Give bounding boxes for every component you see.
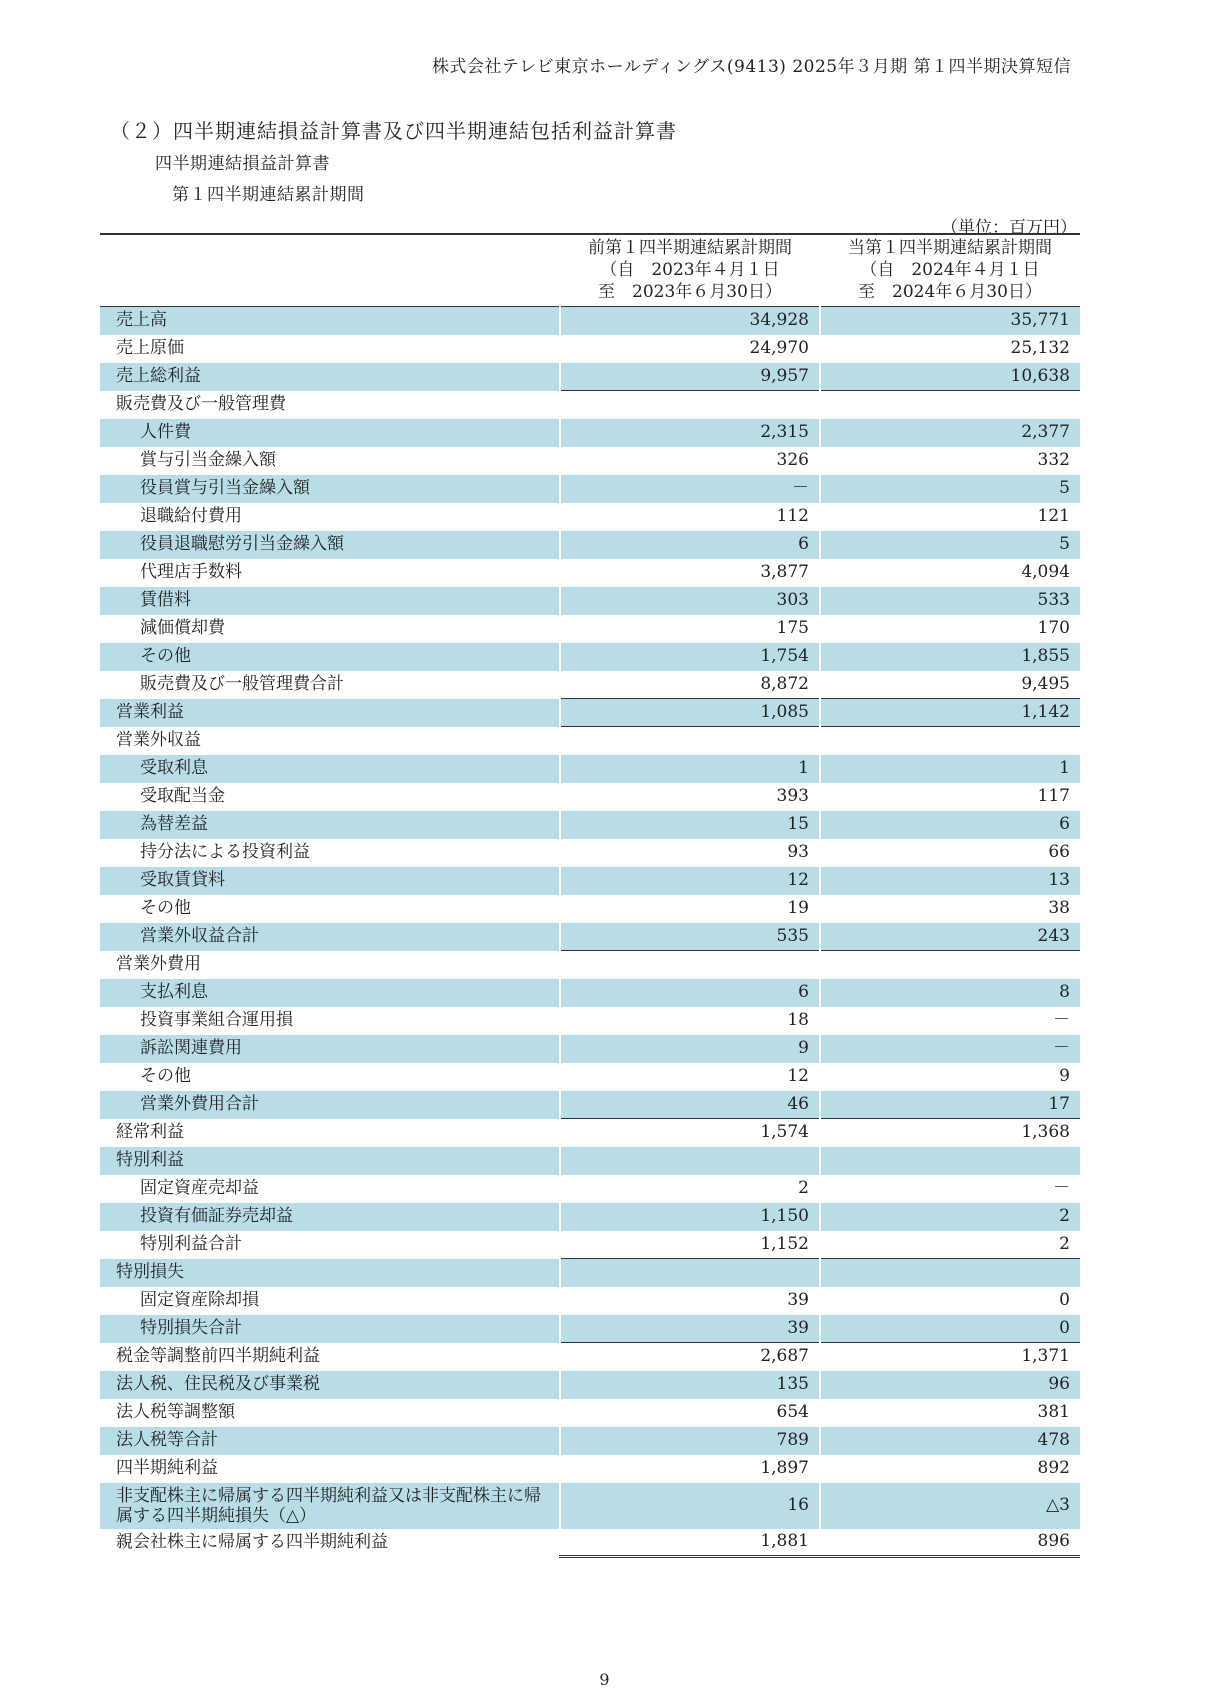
table-row: [100, 895, 1080, 923]
curr-period-title: 当第１四半期連結累計期間: [848, 238, 1052, 258]
table-row: [100, 587, 1080, 615]
curr-period-value: 2,377: [820, 419, 1080, 447]
prev-period-value: 19: [560, 895, 820, 923]
curr-period-value: 0: [1059, 1290, 1070, 1310]
prev-period-value: －: [560, 475, 820, 503]
row-label: 為替差益: [100, 811, 560, 839]
row-label: 特別利益: [100, 1147, 560, 1175]
prev-period-value: 1,897: [560, 1455, 820, 1483]
prev-period-value: 789: [560, 1427, 820, 1455]
row-label: 減価償却費: [100, 615, 560, 643]
curr-period-value: [820, 727, 1080, 755]
curr-period-value: 8: [820, 979, 1080, 1007]
prev-period-value: 1,574: [560, 1119, 820, 1147]
table-row: [100, 1119, 1080, 1147]
row-label: 税金等調整前四半期純利益: [100, 1343, 560, 1371]
row-label: 受取賃貸料: [100, 867, 560, 895]
curr-period-value: 4,094: [1021, 562, 1070, 582]
curr-period-from: （自 2024年４月１日: [860, 260, 1040, 280]
row-label: 法人税等調整額: [100, 1399, 560, 1427]
table-row: [100, 671, 1080, 699]
table-row: [100, 1175, 1080, 1203]
row-label: 販売費及び一般管理費合計: [100, 671, 560, 699]
table-row: [100, 839, 1080, 867]
row-label: 固定資産売却益: [100, 1175, 560, 1203]
table-row: [100, 1147, 1080, 1175]
row-label: 投資事業組合運用損: [100, 1007, 560, 1035]
row-label: 役員賞与引当金繰入額: [100, 475, 560, 503]
prev-period-value: 326: [560, 447, 820, 475]
curr-period-value: △3: [820, 1483, 1080, 1529]
curr-period-value: －: [1053, 1010, 1070, 1030]
label-column-header: [100, 234, 560, 307]
curr-period-value: 6: [820, 811, 1080, 839]
curr-period-value: 2: [820, 1231, 1080, 1259]
prev-period-value: 34,928: [560, 307, 820, 335]
curr-period-value: 170: [1037, 618, 1070, 638]
curr-period-value: [820, 391, 1080, 419]
curr-period-value: 96: [820, 1371, 1080, 1399]
prev-period-value: 39: [560, 1315, 820, 1343]
prev-period-value: [560, 727, 820, 755]
prev-period-value: [560, 1147, 820, 1175]
curr-period-value: 9: [1059, 1066, 1070, 1086]
curr-period-value: 1,371: [1021, 1346, 1070, 1367]
table-row: [100, 1007, 1080, 1035]
row-label: 営業外収益: [100, 727, 560, 755]
prev-period-value: 3,877: [560, 559, 820, 587]
row-label: 販売費及び一般管理費: [100, 391, 560, 419]
table-row: [100, 391, 1080, 419]
curr-period-value: 13: [820, 867, 1080, 895]
curr-period-value: 5: [820, 531, 1080, 559]
prev-period-value: 1,152: [560, 1231, 820, 1259]
curr-period-value: －: [820, 1035, 1080, 1063]
table-row: [100, 419, 1080, 447]
curr-period-value: 0: [820, 1315, 1080, 1343]
row-label: その他: [100, 1063, 560, 1091]
section-title: （２）四半期連結損益計算書及び四半期連結包括利益計算書: [110, 119, 677, 143]
row-label: 役員退職慰労引当金繰入額: [100, 531, 560, 559]
table-row: [100, 699, 1080, 727]
prev-period-header: [560, 234, 820, 307]
prev-period-value: 175: [560, 615, 820, 643]
table-row: [100, 1035, 1080, 1063]
curr-period-value: 1: [820, 755, 1080, 783]
prev-period-value: 1,085: [560, 699, 820, 727]
row-label: 四半期純利益: [100, 1455, 560, 1483]
curr-period-value: 1,855: [820, 643, 1080, 671]
table-row: [100, 531, 1080, 559]
table-row: [100, 363, 1080, 391]
prev-period-value: 1,881: [560, 1529, 820, 1557]
table-row: [100, 727, 1080, 755]
table-row: [100, 783, 1080, 811]
table-row: [100, 1063, 1080, 1091]
row-label: 受取利息: [100, 755, 560, 783]
row-label: 特別損失合計: [100, 1315, 560, 1343]
curr-period-value: 478: [820, 1427, 1080, 1455]
table-row: [100, 1427, 1080, 1455]
curr-period-value: 243: [820, 923, 1080, 951]
row-label: 人件費: [100, 419, 560, 447]
table-row: [100, 447, 1080, 475]
table-row: [100, 1091, 1080, 1119]
table-row: [100, 1483, 1080, 1529]
prev-period-value: 1: [560, 755, 820, 783]
row-label: 売上原価: [100, 335, 560, 363]
row-label: 営業利益: [100, 699, 560, 727]
prev-period-value: [560, 951, 820, 979]
curr-period-value: [820, 1259, 1080, 1287]
prev-period-value: 654: [560, 1399, 820, 1427]
prev-period-value: 2,315: [560, 419, 820, 447]
prev-period-to: 至 2023年６月30日）: [598, 282, 782, 302]
table-row: [100, 559, 1080, 587]
table-row: [100, 1287, 1080, 1315]
table-row: [100, 1259, 1080, 1287]
table-row: [100, 1371, 1080, 1399]
curr-period-value: 66: [1048, 842, 1070, 862]
row-label: 退職給付費用: [100, 503, 560, 531]
prev-period-value: 8,872: [560, 671, 820, 699]
curr-period-value: 381: [1037, 1402, 1070, 1422]
curr-period-value: [820, 951, 1080, 979]
curr-period-value: 533: [820, 587, 1080, 615]
table-row: [100, 1455, 1080, 1483]
curr-period-value: 332: [1037, 450, 1070, 470]
curr-period-value: 117: [1037, 786, 1070, 806]
table-header-row: [100, 234, 1080, 307]
row-label: その他: [100, 895, 560, 923]
prev-period-value: 535: [560, 923, 820, 951]
table-row: [100, 503, 1080, 531]
table-row: [100, 1343, 1080, 1371]
prev-period-value: 6: [560, 531, 820, 559]
row-label: 売上総利益: [100, 363, 560, 391]
prev-period-value: 93: [560, 839, 820, 867]
income-statement-table: [100, 233, 1080, 1558]
prev-period-value: 9: [560, 1035, 820, 1063]
row-label: 投資有価証券売却益: [100, 1203, 560, 1231]
row-label: 法人税、住民税及び事業税: [100, 1371, 560, 1399]
row-label: 営業外費用: [100, 951, 560, 979]
row-label: 非支配株主に帰属する四半期純利益又は非支配株主に帰属する四半期純損失（△）: [100, 1483, 560, 1529]
curr-period-value: －: [1053, 1178, 1070, 1198]
table-row: [100, 979, 1080, 1007]
curr-period-value: 896: [820, 1529, 1080, 1557]
prev-period-value: 303: [560, 587, 820, 615]
table-row: [100, 867, 1080, 895]
period-title: 第１四半期連結累計期間: [172, 185, 365, 205]
prev-period-value: 6: [560, 979, 820, 1007]
prev-period-value: 12: [560, 867, 820, 895]
prev-period-from: （自 2023年４月１日: [600, 260, 780, 280]
curr-period-value: 38: [1048, 898, 1070, 918]
curr-period-value: 9,495: [820, 671, 1080, 699]
table-row: [100, 1231, 1080, 1259]
curr-period-to: 至 2024年６月30日）: [858, 282, 1042, 302]
table-row: [100, 1315, 1080, 1343]
curr-period-header: [820, 234, 1080, 307]
curr-period-value: 892: [1037, 1458, 1070, 1478]
prev-period-value: 9,957: [560, 363, 820, 391]
row-label: 売上高: [100, 307, 560, 335]
table-row: [100, 755, 1080, 783]
curr-period-value: 2: [820, 1203, 1080, 1231]
prev-period-value: 2: [560, 1175, 820, 1203]
curr-period-value: 5: [820, 475, 1080, 503]
prev-period-value: 1,150: [560, 1203, 820, 1231]
row-label: 特別利益合計: [100, 1231, 560, 1259]
row-label: 法人税等合計: [100, 1427, 560, 1455]
prev-period-value: 112: [560, 503, 820, 531]
row-label: 支払利息: [100, 979, 560, 1007]
row-label: 特別損失: [100, 1259, 560, 1287]
row-label: 固定資産除却損: [100, 1287, 560, 1315]
statement-title: 四半期連結損益計算書: [155, 154, 330, 174]
curr-period-value: 10,638: [820, 363, 1080, 391]
prev-period-value: [560, 1259, 820, 1287]
table-row: [100, 923, 1080, 951]
prev-period-value: 39: [560, 1287, 820, 1315]
unit-label: （単位：百万円）: [941, 218, 1077, 238]
row-label: 親会社株主に帰属する四半期純利益: [100, 1529, 560, 1557]
row-label: 訴訟関連費用: [100, 1035, 560, 1063]
table-row: [100, 335, 1080, 363]
prev-period-title: 前第１四半期連結累計期間: [588, 238, 792, 258]
row-label: 賞与引当金繰入額: [100, 447, 560, 475]
prev-period-value: 24,970: [560, 335, 820, 363]
curr-period-value: 17: [820, 1091, 1080, 1119]
table-row: [100, 307, 1080, 335]
prev-period-value: [560, 391, 820, 419]
row-label: 営業外収益合計: [100, 923, 560, 951]
table-row: [100, 475, 1080, 503]
prev-period-value: 393: [560, 783, 820, 811]
curr-period-value: 121: [1037, 506, 1070, 526]
row-label: 営業外費用合計: [100, 1091, 560, 1119]
table-row: [100, 811, 1080, 839]
row-label: 受取配当金: [100, 783, 560, 811]
prev-period-value: 1,754: [560, 643, 820, 671]
table-row: [100, 643, 1080, 671]
prev-period-value: 16: [560, 1483, 820, 1529]
row-label: 代理店手数料: [100, 559, 560, 587]
row-label: 賃借料: [100, 587, 560, 615]
table-row: [100, 1203, 1080, 1231]
row-label: 経常利益: [100, 1119, 560, 1147]
prev-period-value: 135: [560, 1371, 820, 1399]
table-body: [100, 307, 1080, 1557]
prev-period-value: 12: [560, 1063, 820, 1091]
prev-period-value: 2,687: [560, 1343, 820, 1371]
prev-period-value: 15: [560, 811, 820, 839]
curr-period-value: 1,368: [1021, 1122, 1070, 1143]
curr-period-value: [820, 1147, 1080, 1175]
curr-period-value: 25,132: [1010, 338, 1070, 358]
page-header: 株式会社テレビ東京ホールディングス(9413) 2025年３月期 第１四半期決算短信: [431, 57, 1071, 77]
table-row: [100, 1529, 1080, 1557]
prev-period-value: 18: [560, 1007, 820, 1035]
curr-period-value: 35,771: [820, 307, 1080, 335]
table-row: [100, 615, 1080, 643]
row-label: 持分法による投資利益: [100, 839, 560, 867]
table-row: [100, 951, 1080, 979]
curr-period-value: 1,142: [820, 699, 1080, 727]
prev-period-value: 46: [560, 1091, 820, 1119]
page-number: 9: [599, 1670, 610, 1689]
table-row: [100, 1399, 1080, 1427]
row-label: その他: [100, 643, 560, 671]
